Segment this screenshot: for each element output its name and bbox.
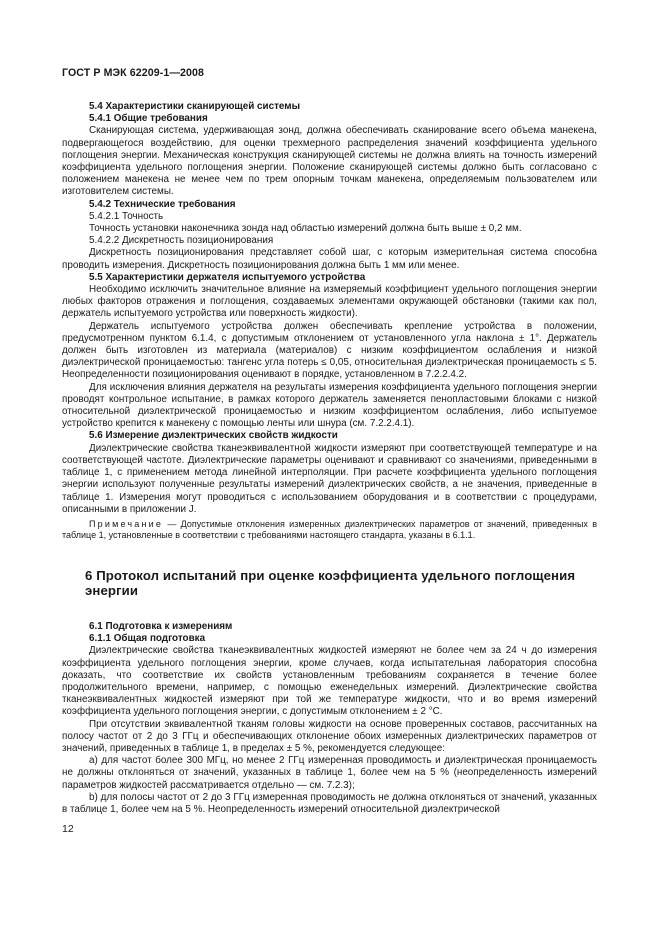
section-6-1-1-title: 6.1.1 Общая подготовка [89,633,206,645]
section-5-5-paragraph-2: Держатель испытуемого устройства должен обеспечивать крепление устройства в положении, предусмотренном пунктом 6.1.4, с допустимым отклонением от установленного угла наклона ± 1°. Держатель должен быть изготовлен из материала (материалов) с низким коэффициентом ослабления и низкой диэлектрической проницаемостью: тангенс угла потерь ≤ 0,05, относительная диэлектрическая проницаемость ≤ 5. Неопределенности позиционирования оценивают в порядке, установленном в 7.2.2.4.2. [62,320,597,381]
note-label: Примечание [89,518,164,529]
page-number: 12 [62,823,74,835]
section-5-4-2-2-text: Дискретность позиционирования представляет собой шаг, с которым измерительная система способна проводить измерения. Дискретность позиционирования должна быть 1 мм или менее. [62,247,597,271]
section-5-5-title: 5.5 Характеристики держателя испытуемого устройства [89,271,366,283]
section-5-4-2-1-label: 5.4.2.1 Точность [89,210,164,222]
section-5-6-paragraph-1: Диэлектрические свойства тканеэквивалентной жидкости измеряют при соответствующей температуре и на соответствующей частоте. Диэлектрические параметры оценивают и сравнивают со значениями, приведенными в таблице 1, с применением метода линейной интерполяции. При расчете коэффициента удельного поглощения энергии используют полученные результаты измерений диэлектрических свойств, а не значения, приведенные в таблице 1. Измерения могут проводиться с использованием оборудования и в соответствии с процедурами, описанными в приложении J. [62,442,597,515]
section-5-4-2-1-text: Точность установки наконечника зонда над областью измерений должна быть выше ± 0,2 мм. [89,223,522,235]
section-6-1-1-paragraph-1: Диэлектрические свойства тканеэквивалентных жидкостей измеряют не более чем за 24 ч до измерения коэффициента удельного поглощения энергии, кроме случаев, когда испытательная лаборатория способна доказать, что соответствие их свойств установленным требованиям сохраняется в течение более продолжительного времени, например, с помощью еженедельных измерений. Диэлектрические свойства тканеэквивалентных жидкостей измеряют при той же температуре жидкости, что и во время измерений коэффициента удельного поглощения энергии, с допустимым отклонением ± 2 °С. [62,645,597,718]
section-5-4-1-text: Сканирующая система, удерживающая зонд, должна обеспечивать сканирование всего объема манекена, подвергающегося воздействию, для оценки трехмерного распределения значений коэффициента удельного поглощения энергии. Механическая конструкция сканирующей системы не должна влиять на точность измерений коэффициента удельного поглощения энергии. Положение сканирующей системы должно быть согласовано с положением манекена не менее чем по трем опорным точкам манекена, определяемым пользователем или изготовителем системы. [62,125,597,198]
section-6-1-title: 6.1 Подготовка к измерениям [89,620,233,632]
section-5-6-note [62,519,597,541]
section-6-1-1-paragraph-2: При отсутствии эквивалентной тканям головы жидкости на основе проверенных составов, рассчитанных на полосу частот от 2 до 3 ГГц и обеспечивающих отклонение обоих измеренных диэлектрических параметров от значений, приведенных в таблице 1, в пределах ± 5 %, рекомендуется следующее: [62,718,597,754]
section-5-4-2-title: 5.4.2 Технические требования [89,198,236,210]
section-6-1-1-item-a: a) для частот более 300 МГц, но менее 2 ГГц измеренная проводимость и диэлектрическая проницаемость не должны отклоняться от значений, указанных в таблице 1, более чем на 5 % (неопределенность измерений параметров жидкостей рассматривается отдельно — см. 7.2.3); [62,755,597,791]
section-5-5-paragraph-3: Для исключения влияния держателя на результаты измерения коэффициента удельного поглощения энергии проводят контрольное испытание, в рамках которого держатель заменяется пенопластовыми блоками с низкой относительной диэлектрической проницаемостью и низким коэффициентом ослабления, либо испытуемое устройство крепится к манекену с помощью ленты или шнура (см. 7.2.2.4.1). [62,381,597,430]
section-5-6-title: 5.6 Измерение диэлектрических свойств жидкости [89,430,338,442]
section-5-4-1-title: 5.4.1 Общие требования [89,113,208,125]
document-code-header: ГОСТ Р МЭК 62209-1—2008 [62,67,205,79]
section-6-title: 6 Протокол испытаний при оценке коэффициента удельного поглощения энергии [85,567,576,599]
note-text: — Допустимые отклонения измеренных диэлектрических параметров от значений, приведенных в таблице 1, установленные в соответствии с требованиями настоящего стандарта, указаны в 6.1.1. [62,518,597,540]
section-5-4-2-2-label: 5.4.2.2 Дискретность позиционирования [89,235,274,247]
page-content [62,101,597,816]
section-5-5-paragraph-1: Необходимо исключить значительное влияние на измеряемый коэффициент удельного поглощения энергии любых факторов отражения и поглощения, создаваемых элементами окружающей обстановки (такими как пол, держатель испытуемого устройства или поверхность жидкости). [62,284,597,320]
section-5-4-title: 5.4 Характеристики сканирующей системы [89,101,301,112]
section-6-1-1-item-b: b) для полосы частот от 2 до 3 ГГц измеренная проводимость не должна отклоняться от значений, указанных в таблице 1, более чем на 5 %. Неопределенность измерений относительной диэлектрической [62,791,597,815]
